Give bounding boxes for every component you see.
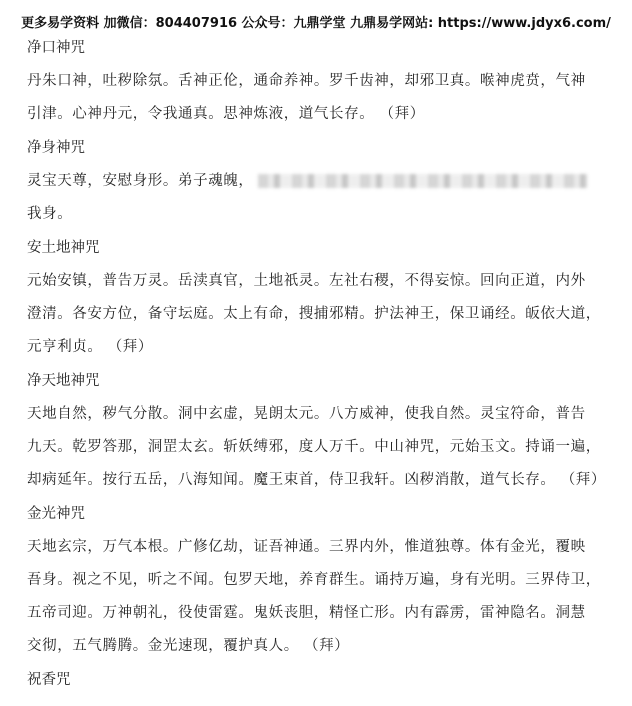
- text-line: 澄清。各安方位，备守坛庭。太上有命，搜捕邪精。护法神王，保卫诵经。皈依大道，: [27, 306, 601, 322]
- text-line: 天地玄宗，万气本根。广修亿劫，证吾神通。三界内外，惟道独尊。体有金光，覆映: [27, 539, 586, 555]
- text-line: 五帝司迎。万神朝礼，役使雷霆。鬼妖丧胆，精怪亡形。内有霹雳，雷神隐名。洞慧: [27, 605, 586, 621]
- text-line: 丹朱口神，吐秽除氛。舌神正伦，通命养神。罗千齿神，却邪卫真。喉神虎贲，气神: [27, 73, 586, 89]
- text-line: 却病延年。按行五岳，八海知闻。魔王束首，侍卫我轩。凶秽消散，道气长存。 （拜）: [27, 472, 607, 488]
- text-line: 元始安镇，普告万灵。岳渎真官，土地祇灵。左社右稷，不得妄惊。回向正道，内外: [27, 273, 586, 289]
- paragraph: [27, 398, 619, 497]
- text-line: 吾身。视之不见，听之不闻。包罗天地，养育群生。诵持万遍，身有光明。三界侍卫，: [27, 572, 601, 588]
- page-header: 更多易学资料 加微信：804407916 公众号：九鼎学堂 九鼎易学网站: https://www.jdyx6.com/: [21, 16, 611, 31]
- paragraph: [27, 65, 619, 131]
- section-title: 安土地神咒: [27, 240, 100, 256]
- text-line: 元亨利贞。 （拜）: [27, 339, 154, 355]
- section-title: 净口神咒: [27, 40, 85, 56]
- paragraph: [27, 531, 619, 663]
- text-line: 交彻，五气腾腾。金光速现，覆护真人。 （拜）: [27, 638, 350, 654]
- section-title: 净身神咒: [27, 140, 85, 156]
- blurred-text-region: [258, 174, 588, 188]
- text-line: 引津。心神丹元，令我通真。思神炼液，道气长存。 （拜）: [27, 106, 425, 122]
- paragraph: [27, 265, 619, 364]
- paragraph: [27, 165, 619, 231]
- section-title: 金光神咒: [27, 506, 85, 522]
- section-title: 祝香咒: [27, 672, 71, 688]
- text-line: 九天。乾罗答那，洞罡太玄。斩妖缚邪，度人万千。中山神咒，元始玉文。持诵一遍，: [27, 439, 601, 455]
- text-line: 天地自然，秽气分散。洞中玄虚，晃朗太元。八方威神，使我自然。灵宝符命，普告: [27, 406, 586, 422]
- section-title: 净天地神咒: [27, 373, 100, 389]
- document-body: [27, 34, 619, 694]
- text-line: 我身。: [27, 206, 73, 222]
- text-line: 灵宝天尊，安慰身形。弟子魂魄，: [27, 173, 254, 189]
